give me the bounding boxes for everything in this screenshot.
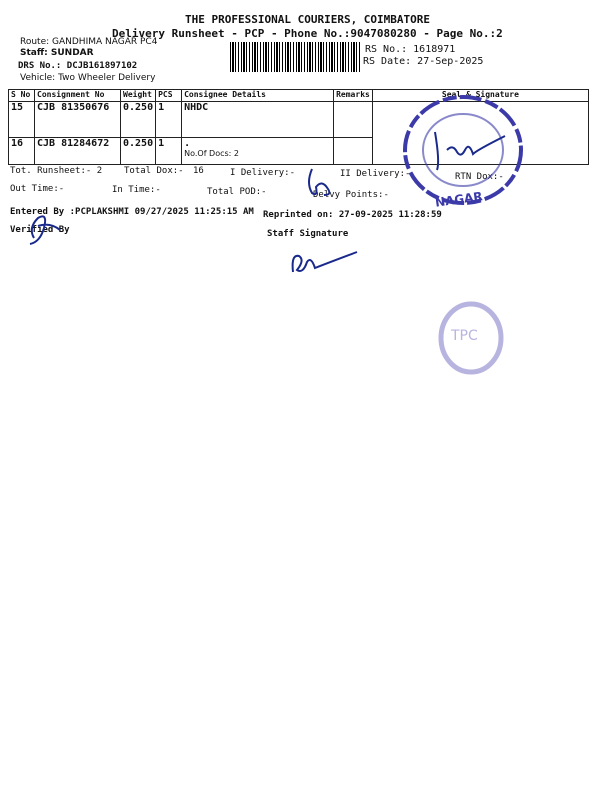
faint-stamp-text: TPC [451,328,478,344]
cell-pcs: 1 [156,138,182,165]
i-delivery: I Delivery:- [230,168,296,178]
total-dox-label: Total Dox:- [124,166,184,176]
header-weight: Weight [121,90,156,102]
company-seal-stamp [395,92,535,212]
header-seal: Seal & Signature [372,90,588,102]
cell-sno: 16 [9,138,35,165]
drs-value: DCJB161897102 [66,61,138,71]
header-remarks: Remarks [334,90,373,102]
reprinted-on: Reprinted on: 27-09-2025 11:28:59 [263,210,442,220]
seal-text: NAGAR [434,189,484,210]
header-pcs: PCS [156,90,182,102]
out-time: Out Time:- [10,184,65,194]
cell-sno: 15 [9,102,35,138]
cell-consignee: NHDC [182,102,334,138]
faint-stamp [436,300,506,380]
rtn-dox: RTN Dox:- [455,172,504,182]
barcode [230,42,360,72]
verifier-signature [20,208,70,248]
cell-remarks [334,102,373,138]
total-pod: Total POD:- [207,187,267,197]
rs-date: RS Date: 27-Sep-2025 [363,56,484,67]
cell-consignment: CJB 81284672 [35,138,121,165]
in-time: In Time:- [112,185,161,195]
total-dox-value: 16 [193,166,204,176]
route-label: Route: GANDHIMA NAGAR PC4 [20,37,158,47]
tot-runsheet: Tot. Runsheet:- 2 [10,166,103,176]
cell-consignee [182,138,334,165]
delivery-signature [300,165,345,200]
cell-remarks [334,138,373,165]
header-consignee: Consignee Details [182,90,334,102]
delvy-points: Delvy Points:- [313,190,389,200]
entered-by: Entered By :PCPLAKSHMI 09/27/2025 11:25:15 AM [10,207,254,217]
staff-label: Staff: SUNDAR [20,48,94,58]
staff-signature-label: Staff Signature [267,229,349,239]
header-sno: S No [9,90,35,102]
drs-number [18,61,137,71]
docs-count: No.Of Docs: 2 [184,149,239,158]
staff-signature [285,244,365,279]
cell-pcs: 1 [156,102,182,138]
rs-number: RS No.: 1618971 [365,44,456,55]
verified-by: Verified By [10,225,70,235]
runsheet-title: Delivery Runsheet - PCP - Phone No.:9047080280 - Page No.:2 [112,27,503,40]
consignee-name: . [184,138,191,149]
vehicle-label: Vehicle: Two Wheeler Delivery [20,73,156,83]
cell-consignment: CJB 81350676 [35,102,121,138]
header-consignment: Consignment No [35,90,121,102]
cell-weight: 0.250 [121,138,156,165]
drs-label: DRS No.: [18,61,62,71]
ii-delivery: II Delivery:- [340,169,411,179]
cell-weight: 0.250 [121,102,156,138]
company-title: THE PROFESSIONAL COURIERS, COIMBATORE [185,13,431,26]
